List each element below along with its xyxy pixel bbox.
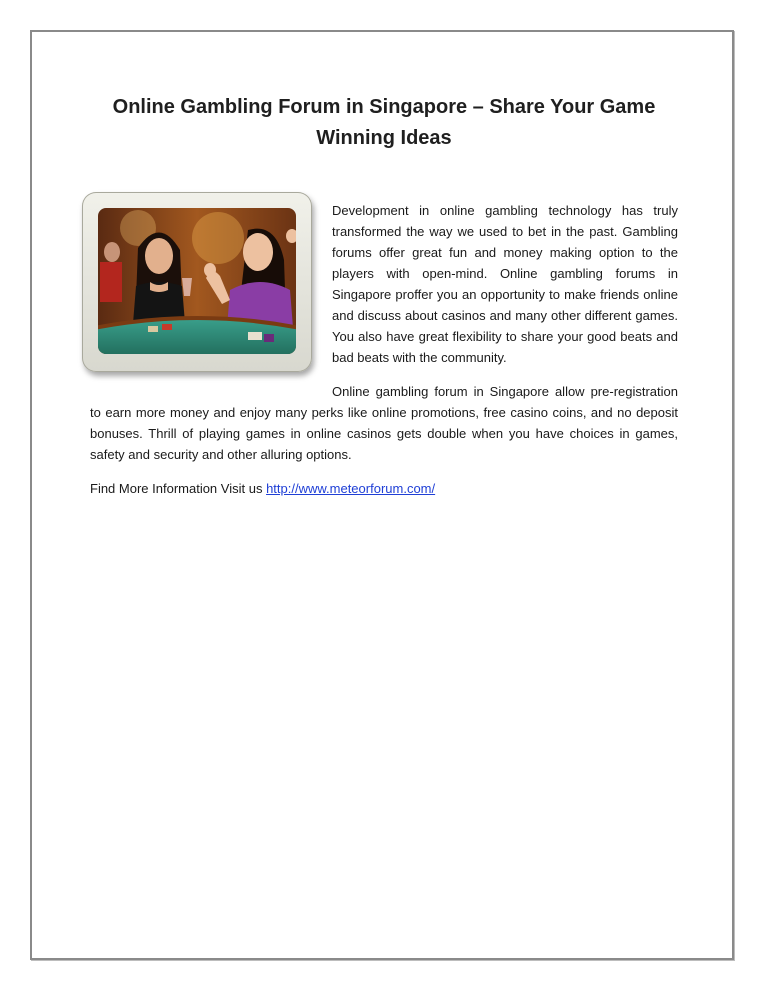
website-link[interactable]: http://www.meteorforum.com/ [266, 481, 436, 496]
photo-frame [82, 192, 312, 372]
casino-players-photo [98, 208, 296, 354]
info-prefix: Find More Information Visit us [90, 481, 267, 496]
second-paragraph: Online gambling forum in Singapore allow pre-registration to earn more money and enjoy many perks like online promotions, free casino coins, and no deposit bonuses. Thrill of playing games in online casinos gets double when you have choices in games, safety and security and other alluring options. [90, 384, 678, 462]
info-line [90, 478, 678, 499]
document-title: Online Gambling Forum in Singapore – Share Your Game Winning Ideas [112, 96, 656, 149]
intro-paragraph: Development in online gambling technology has truly transformed the way we used to bet in the past. Gambling forums offer great fun and money making option to the players with open-mind. Online gambling forums in Singapore proffer you an opportunity to make friends online and discuss about casinos and many other different games. You also have great flexibility to share your good beats and bad beats with the community. [332, 203, 678, 365]
